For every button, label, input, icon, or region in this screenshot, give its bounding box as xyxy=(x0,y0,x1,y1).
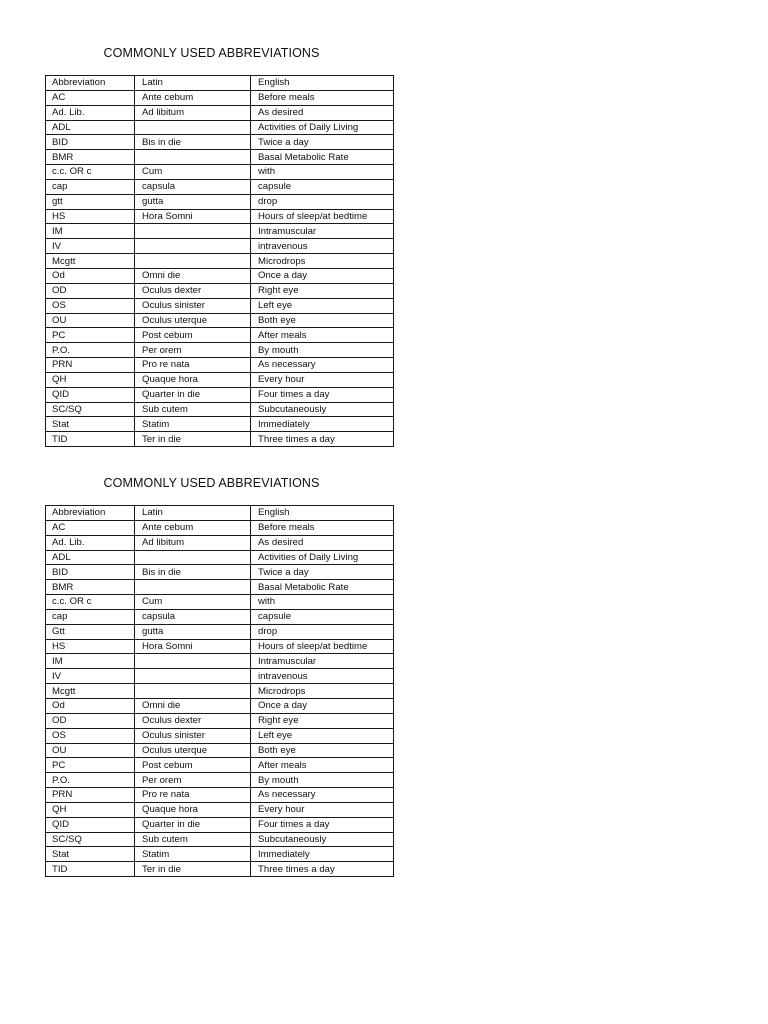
abbreviation-cell: TID xyxy=(46,432,135,447)
table-row xyxy=(46,698,394,713)
table-row xyxy=(46,120,394,135)
abbreviation-cell: OS xyxy=(46,728,135,743)
abbreviation-cell: ADL xyxy=(46,120,135,135)
table-row xyxy=(46,728,394,743)
abbreviation-cell: TID xyxy=(46,862,135,877)
column-header: Latin xyxy=(135,506,251,521)
latin-cell: Ad libitum xyxy=(135,105,251,120)
latin-cell: Oculus uterque xyxy=(135,313,251,328)
latin-cell: Quarter in die xyxy=(135,387,251,402)
abbreviation-cell: gtt xyxy=(46,194,135,209)
table-row xyxy=(46,773,394,788)
abbreviation-cell: c.c. OR c xyxy=(46,595,135,610)
latin-cell: Ad libitum xyxy=(135,535,251,550)
abbreviation-cell: QH xyxy=(46,372,135,387)
abbreviation-cell: OD xyxy=(46,283,135,298)
latin-cell: Oculus sinister xyxy=(135,298,251,313)
english-cell: Subcutaneously xyxy=(251,402,394,417)
latin-cell: Hora Somni xyxy=(135,639,251,654)
table-row xyxy=(46,150,394,165)
english-cell: Every hour xyxy=(251,372,394,387)
table-row xyxy=(46,802,394,817)
latin-cell: Omni die xyxy=(135,698,251,713)
abbreviation-cell: HS xyxy=(46,209,135,224)
abbreviation-cell: IV xyxy=(46,239,135,254)
english-cell: After meals xyxy=(251,758,394,773)
english-cell: Activities of Daily Living xyxy=(251,120,394,135)
abbreviation-cell: Stat xyxy=(46,417,135,432)
column-header: English xyxy=(251,76,394,91)
english-cell: Microdrops xyxy=(251,684,394,699)
table-row xyxy=(46,639,394,654)
english-cell: Activities of Daily Living xyxy=(251,550,394,565)
table-row xyxy=(46,179,394,194)
table-row xyxy=(46,358,394,373)
abbreviation-cell: ADL xyxy=(46,550,135,565)
english-cell: As necessary xyxy=(251,788,394,803)
abbreviation-cell: BMR xyxy=(46,580,135,595)
table-row xyxy=(46,669,394,684)
latin-cell: Omni die xyxy=(135,268,251,283)
abbreviation-cell: Ad. Lib. xyxy=(46,535,135,550)
english-cell: drop xyxy=(251,194,394,209)
abbreviations-table xyxy=(45,505,394,877)
abbreviation-cell: AC xyxy=(46,520,135,535)
abbreviation-cell: BID xyxy=(46,135,135,150)
english-cell: After meals xyxy=(251,328,394,343)
table-row xyxy=(46,847,394,862)
abbreviation-cell: BID xyxy=(46,565,135,580)
table-row xyxy=(46,135,394,150)
table-row xyxy=(46,224,394,239)
table-row xyxy=(46,298,394,313)
english-cell: Left eye xyxy=(251,298,394,313)
abbreviation-cell: IM xyxy=(46,654,135,669)
column-header: Latin xyxy=(135,76,251,91)
latin-cell xyxy=(135,550,251,565)
abbreviation-cell: Mcgtt xyxy=(46,254,135,269)
abbreviation-cell: Od xyxy=(46,268,135,283)
table-row xyxy=(46,535,394,550)
latin-cell xyxy=(135,654,251,669)
latin-cell: Statim xyxy=(135,417,251,432)
table-row xyxy=(46,432,394,447)
english-cell: By mouth xyxy=(251,343,394,358)
abbreviation-cell: IV xyxy=(46,669,135,684)
table-row xyxy=(46,105,394,120)
column-header: Abbreviation xyxy=(46,506,135,521)
section-title: COMMONLY USED ABBREVIATIONS xyxy=(103,476,320,490)
abbreviation-cell: AC xyxy=(46,90,135,105)
latin-cell xyxy=(135,224,251,239)
english-cell: drop xyxy=(251,624,394,639)
english-cell: Subcutaneously xyxy=(251,832,394,847)
table-row xyxy=(46,328,394,343)
latin-cell: Post cebum xyxy=(135,328,251,343)
abbreviation-cell: Mcgtt xyxy=(46,684,135,699)
english-cell: By mouth xyxy=(251,773,394,788)
abbreviation-cell: PC xyxy=(46,758,135,773)
english-cell: with xyxy=(251,165,394,180)
table-row xyxy=(46,743,394,758)
table-row xyxy=(46,565,394,580)
english-cell: Right eye xyxy=(251,283,394,298)
table-row xyxy=(46,343,394,358)
table-row xyxy=(46,194,394,209)
latin-cell xyxy=(135,120,251,135)
table-row xyxy=(46,520,394,535)
english-cell: Hours of sleep/at bedtime xyxy=(251,209,394,224)
table-row xyxy=(46,417,394,432)
abbreviation-cell: P.O. xyxy=(46,773,135,788)
table-row xyxy=(46,402,394,417)
abbreviation-cell: HS xyxy=(46,639,135,654)
table-row xyxy=(46,609,394,624)
english-cell: Immediately xyxy=(251,847,394,862)
latin-cell xyxy=(135,580,251,595)
table-row xyxy=(46,862,394,877)
english-cell: with xyxy=(251,595,394,610)
latin-cell: Cum xyxy=(135,595,251,610)
english-cell: Before meals xyxy=(251,90,394,105)
latin-cell xyxy=(135,684,251,699)
latin-cell: Sub cutem xyxy=(135,402,251,417)
english-cell: As desired xyxy=(251,535,394,550)
english-cell: Four times a day xyxy=(251,817,394,832)
english-cell: Left eye xyxy=(251,728,394,743)
table-row xyxy=(46,550,394,565)
english-cell: Basal Metabolic Rate xyxy=(251,580,394,595)
abbreviation-cell: QID xyxy=(46,817,135,832)
english-cell: intravenous xyxy=(251,669,394,684)
table-row xyxy=(46,90,394,105)
english-cell: Every hour xyxy=(251,802,394,817)
latin-cell: Quarter in die xyxy=(135,817,251,832)
column-header: English xyxy=(251,506,394,521)
abbreviation-cell: SC/SQ xyxy=(46,832,135,847)
english-cell: Twice a day xyxy=(251,565,394,580)
abbreviation-cell: Ad. Lib. xyxy=(46,105,135,120)
abbreviation-cell: OS xyxy=(46,298,135,313)
table-row xyxy=(46,254,394,269)
english-cell: Basal Metabolic Rate xyxy=(251,150,394,165)
english-cell: Microdrops xyxy=(251,254,394,269)
abbreviation-cell: cap xyxy=(46,179,135,194)
latin-cell: Oculus uterque xyxy=(135,743,251,758)
table-row xyxy=(46,832,394,847)
abbreviations-table xyxy=(45,75,394,447)
table-row xyxy=(46,624,394,639)
latin-cell: Bis in die xyxy=(135,135,251,150)
latin-cell: Per orem xyxy=(135,343,251,358)
latin-cell: Hora Somni xyxy=(135,209,251,224)
latin-cell: capsula xyxy=(135,179,251,194)
english-cell: Three times a day xyxy=(251,432,394,447)
english-cell: Intramuscular xyxy=(251,224,394,239)
english-cell: capsule xyxy=(251,179,394,194)
english-cell: intravenous xyxy=(251,239,394,254)
table-row xyxy=(46,788,394,803)
english-cell: Hours of sleep/at bedtime xyxy=(251,639,394,654)
abbreviation-cell: OU xyxy=(46,313,135,328)
table-row xyxy=(46,283,394,298)
latin-cell: Ter in die xyxy=(135,862,251,877)
table-row xyxy=(46,209,394,224)
latin-cell xyxy=(135,150,251,165)
table-row xyxy=(46,165,394,180)
latin-cell xyxy=(135,254,251,269)
english-cell: Once a day xyxy=(251,268,394,283)
abbreviation-cell: PRN xyxy=(46,788,135,803)
latin-cell: Post cebum xyxy=(135,758,251,773)
abbreviation-cell: OD xyxy=(46,713,135,728)
latin-cell: Pro re nata xyxy=(135,788,251,803)
english-cell: As necessary xyxy=(251,358,394,373)
latin-cell: gutta xyxy=(135,194,251,209)
table-row xyxy=(46,654,394,669)
abbreviation-cell: BMR xyxy=(46,150,135,165)
english-cell: Immediately xyxy=(251,417,394,432)
latin-cell: Bis in die xyxy=(135,565,251,580)
abbreviation-cell: Stat xyxy=(46,847,135,862)
abbreviation-cell: PRN xyxy=(46,358,135,373)
abbreviation-cell: IM xyxy=(46,224,135,239)
abbreviation-cell: QID xyxy=(46,387,135,402)
latin-cell: gutta xyxy=(135,624,251,639)
table-row xyxy=(46,313,394,328)
latin-cell: Quaque hora xyxy=(135,802,251,817)
latin-cell: Pro re nata xyxy=(135,358,251,373)
latin-cell: Ante cebum xyxy=(135,520,251,535)
table-row xyxy=(46,239,394,254)
table-row xyxy=(46,580,394,595)
latin-cell: Ante cebum xyxy=(135,90,251,105)
section-title: COMMONLY USED ABBREVIATIONS xyxy=(103,46,320,60)
english-cell: Four times a day xyxy=(251,387,394,402)
table-row xyxy=(46,387,394,402)
latin-cell xyxy=(135,239,251,254)
abbreviation-cell: QH xyxy=(46,802,135,817)
table-row xyxy=(46,372,394,387)
abbreviation-cell: cap xyxy=(46,609,135,624)
english-cell: As desired xyxy=(251,105,394,120)
latin-cell: Quaque hora xyxy=(135,372,251,387)
table-row xyxy=(46,684,394,699)
abbreviation-cell: c.c. OR c xyxy=(46,165,135,180)
english-cell: Both eye xyxy=(251,313,394,328)
english-cell: Intramuscular xyxy=(251,654,394,669)
latin-cell: Oculus dexter xyxy=(135,713,251,728)
latin-cell xyxy=(135,669,251,684)
english-cell: Once a day xyxy=(251,698,394,713)
abbreviation-cell: Od xyxy=(46,698,135,713)
latin-cell: Per orem xyxy=(135,773,251,788)
latin-cell: Oculus dexter xyxy=(135,283,251,298)
abbreviation-cell: SC/SQ xyxy=(46,402,135,417)
english-cell: capsule xyxy=(251,609,394,624)
column-header: Abbreviation xyxy=(46,76,135,91)
table-row xyxy=(46,758,394,773)
table-header-row xyxy=(46,76,394,91)
table-row xyxy=(46,595,394,610)
english-cell: Twice a day xyxy=(251,135,394,150)
abbreviation-cell: PC xyxy=(46,328,135,343)
latin-cell: Oculus sinister xyxy=(135,728,251,743)
abbreviation-cell: Gtt xyxy=(46,624,135,639)
english-cell: Right eye xyxy=(251,713,394,728)
latin-cell: Statim xyxy=(135,847,251,862)
table-row xyxy=(46,817,394,832)
english-cell: Three times a day xyxy=(251,862,394,877)
latin-cell: Cum xyxy=(135,165,251,180)
english-cell: Before meals xyxy=(251,520,394,535)
latin-cell: Sub cutem xyxy=(135,832,251,847)
english-cell: Both eye xyxy=(251,743,394,758)
table-header-row xyxy=(46,506,394,521)
abbreviation-cell: P.O. xyxy=(46,343,135,358)
table-row xyxy=(46,713,394,728)
table-row xyxy=(46,268,394,283)
latin-cell: capsula xyxy=(135,609,251,624)
abbreviation-cell: OU xyxy=(46,743,135,758)
latin-cell: Ter in die xyxy=(135,432,251,447)
